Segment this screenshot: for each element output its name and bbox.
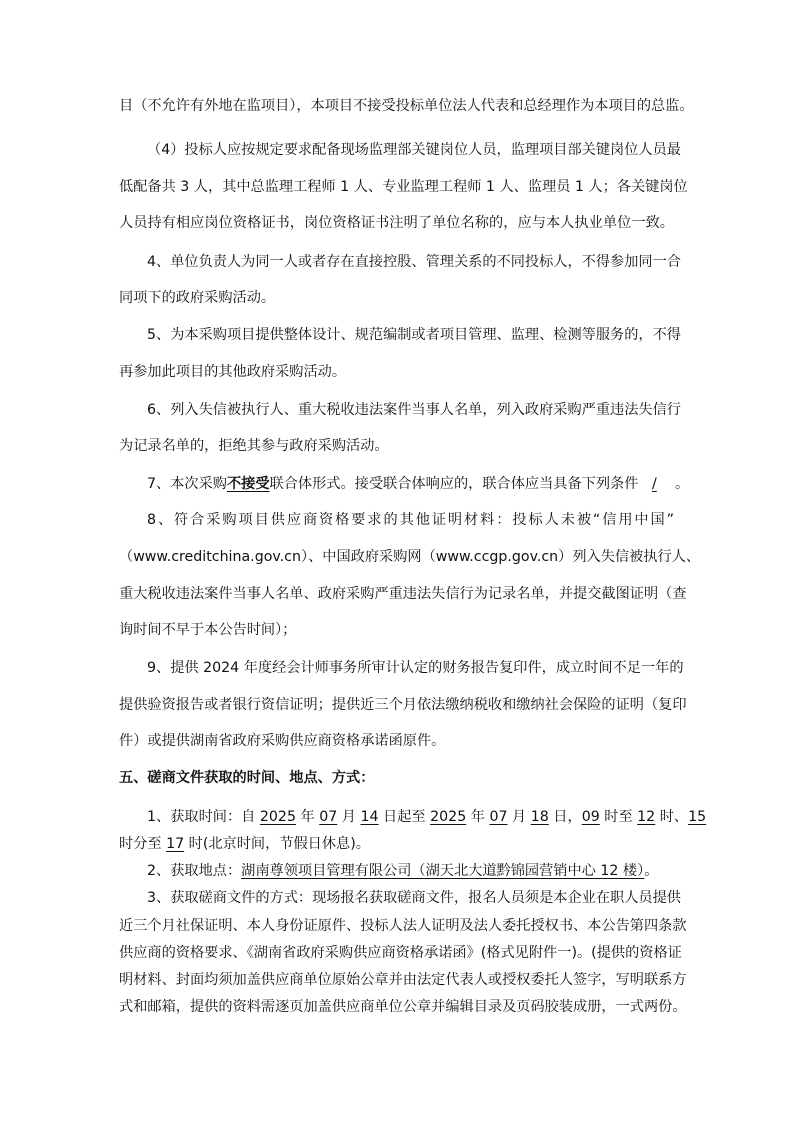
date-field: 18 <box>530 809 549 825</box>
paragraph-line: 低配备共 3 人，其中总监理工程师 1 人、专业监理工程师 1 人、监理员 1 人；各关键岗位 <box>119 179 688 195</box>
text-segment: 日， <box>548 809 582 825</box>
date-field: 14 <box>360 809 379 825</box>
text-segment: 月 <box>337 809 361 825</box>
text-segment: 月 <box>507 809 531 825</box>
text-segment: 2、获取地点： <box>147 863 242 879</box>
paragraph-line: （www.creditchina.gov.cn）、中国政府采购网（www.ccgp.gov.cn）列入失信被执行人、 <box>119 549 701 565</box>
time-field: 12 <box>637 809 656 825</box>
text-segment: 年 <box>466 809 490 825</box>
paragraph-line: 式和邮箱，提供的资料需逐页加盖供应商单位公章并编辑目录及页码胶装成册，一式两份。 <box>119 999 687 1015</box>
emphasis-not-accepted: 不接受 <box>226 476 270 492</box>
paragraph-line: 件）或提供湖南省政府采购供应商资格承诺函原件。 <box>119 733 446 749</box>
paragraph-line: 近三个月社保证明、本人身份证原件、投标人法人证明及法人委托授权书、本公告第四条款 <box>119 918 687 934</box>
section-heading: 五、磋商文件获取的时间、地点、方式： <box>119 770 375 786</box>
paragraph-line: 重大税收违法案件当事人名单、政府采购严重违法失信行为记录名单，并提交截图证明（查 <box>119 586 687 602</box>
date-field: 2025 <box>430 809 467 825</box>
location-field: 湖南尊领项目管理有限公司（湖天北大道黔锦园营销中心 12 楼） <box>241 863 645 879</box>
paragraph-line: 5、为本采购项目提供整体设计、规范编制或者项目管理、监理、检测等服务的，不得 <box>147 327 681 343</box>
text-segment: 联合体形式。接受联合体响应的，联合体应当具备下列条件 <box>269 476 639 492</box>
time-field: 17 <box>166 836 185 852</box>
text-segment: 日起至 <box>378 809 431 825</box>
paragraph-line <box>147 861 658 881</box>
paragraph-line: 6、列入失信被执行人、重大税收违法案件当事人名单，列入政府采购严重违法失信行 <box>147 402 681 418</box>
paragraph-line <box>147 474 689 494</box>
time-field: 09 <box>581 809 600 825</box>
text-segment: 时(北京时间，节假日休息)。 <box>184 836 370 852</box>
paragraph-line: （4）投标人应按规定要求配备现场监理部关键岗位人员，监理项目部关键岗位人员最 <box>147 142 681 158</box>
paragraph-line: 8、符合采购项目供应商资格要求的其他证明材料：投标人未被“信用中国” <box>147 512 674 528</box>
paragraph-line: 提供验资报告或者银行资信证明；提供近三个月依法缴纳税收和缴纳社会保险的证明（复印 <box>119 697 687 713</box>
text-segment: 年 <box>295 809 320 825</box>
text-segment: 时分至 <box>119 836 167 852</box>
paragraph-line: 4、单位负责人为同一人或者存在直接控股、管理关系的不同投标人，不得参加同一合 <box>147 254 681 270</box>
paragraph-line <box>147 807 706 827</box>
date-field: 2025 <box>259 809 296 825</box>
paragraph-line: 同项下的政府采购活动。 <box>119 290 276 306</box>
paragraph-line: 明材料、封面均须加盖供应商单位原始公章并由法定代表人或授权委托人签字，写明联系方 <box>119 972 687 988</box>
paragraph-line: 为记录名单的，拒绝其参与政府采购活动。 <box>119 438 389 454</box>
paragraph-line: 人员持有相应岗位资格证书，岗位资格证书注明了单位名称的，应与本人执业单位一致。 <box>119 215 674 231</box>
text-segment: 7、本次采购 <box>147 476 227 492</box>
paragraph-line: 目（不允许有外地在监项目），本项目不接受投标单位法人代表和总经理作为本项目的总监。 <box>119 98 694 114</box>
paragraph-line: 供应商的资格要求、《湖南省政府采购供应商资格承诺函》(格式见附件一)。(提供的资格证 <box>119 945 682 961</box>
text-segment: 时至 <box>599 809 638 825</box>
blank-field: / <box>652 476 657 492</box>
paragraph-line: 询时间不早于本公告时间）； <box>119 622 297 638</box>
text-segment: 。 <box>670 476 690 492</box>
paragraph-line: 9、提供 2024 年度经会计师事务所审计认定的财务报告复印件，成立时间不足一年的 <box>147 660 684 676</box>
date-field: 07 <box>319 809 338 825</box>
text-segment: 1、获取时间：自 <box>147 809 260 825</box>
time-field: 15 <box>688 809 707 825</box>
paragraph-line: 3、获取磋商文件的方式：现场报名获取磋商文件，报名人员须是本企业在职人员提供 <box>147 890 681 906</box>
date-field: 07 <box>489 809 508 825</box>
paragraph-line <box>119 834 370 854</box>
text-segment: 时、 <box>655 809 689 825</box>
text-segment: 。 <box>644 863 659 879</box>
paragraph-line: 再参加此项目的其他政府采购活动。 <box>119 364 347 380</box>
